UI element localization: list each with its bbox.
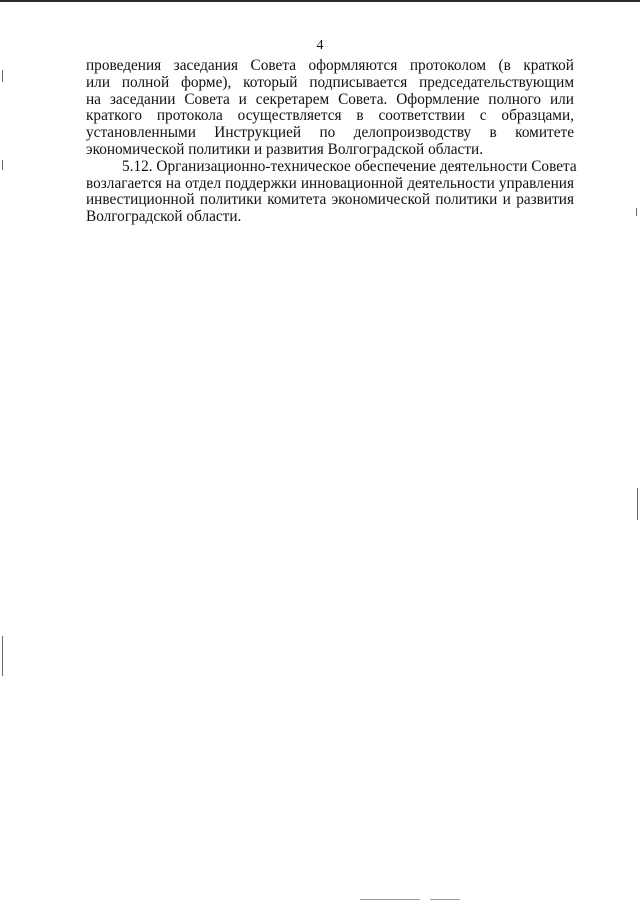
page-number: 4 — [316, 38, 324, 53]
text-line: Волгоградской области. — [86, 208, 242, 226]
text-line: или полной форме), который подписывается председательствующим — [86, 73, 574, 91]
text-line: установленными Инструкцией по делопроизводству в комитете — [86, 124, 574, 142]
scan-top-edge — [0, 0, 640, 2]
text-line: 5.12. Организационно-техническое обеспечение деятельности Совета — [122, 157, 577, 175]
scan-artifact-bottom-left — [360, 899, 420, 900]
text-line: инвестиционной политики комитета экономической политики и развития — [86, 191, 574, 209]
text-line: экономической политики и развития Волгоградской области. — [86, 140, 484, 158]
scan-artifact-left-top — [2, 70, 3, 82]
scan-artifact-right-mid — [637, 488, 638, 520]
scan-artifact-left-upper — [2, 160, 3, 170]
paragraph-protocol — [86, 58, 574, 159]
text-line: краткого протокола осуществляется в соответствии с образцами, — [86, 107, 574, 125]
scan-artifact-bottom-right — [430, 899, 460, 900]
scan-artifact-right-upper — [636, 208, 637, 216]
document-body — [86, 57, 577, 226]
text-line: возлагается на отдел поддержки инновационной деятельности управления — [86, 174, 574, 192]
paragraph-5-12 — [86, 157, 577, 226]
text-line: проведения заседания Совета оформляются протоколом (в краткой — [86, 57, 574, 74]
text-line: на заседании Совета и секретарем Совета. Оформление полного или — [86, 90, 574, 108]
scan-artifact-left-lower — [2, 636, 3, 676]
